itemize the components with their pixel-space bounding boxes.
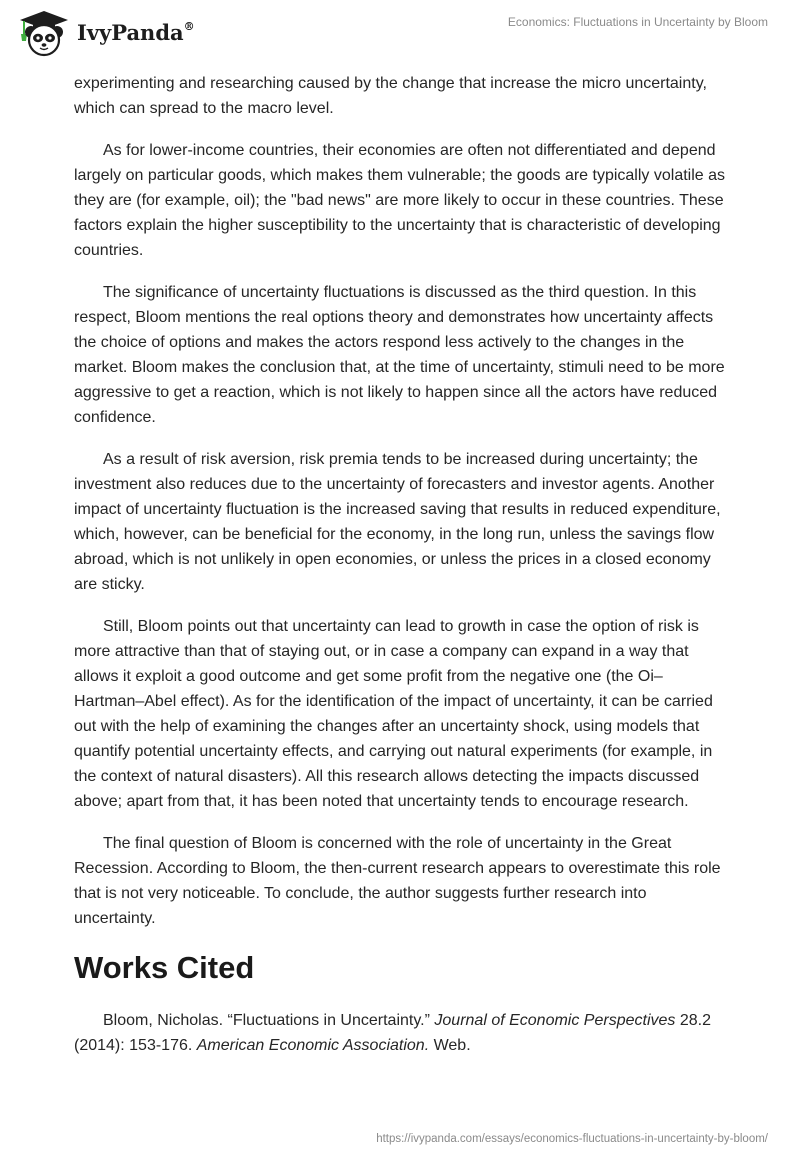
paragraph-lower-income: As for lower-income countries, their economies are often not differentiated and depend largely on particular goods, which makes them vulnerable; the goods are typically volatile as they are (for example, oil); the "bad news" are more likely to occur in these countries. These factors explain the higher susceptibility to the uncertainty that is characteristic of developing countries. <box>74 142 726 259</box>
paragraph-continued: experimenting and researching caused by the change that increase the micro uncertainty, which can spread to the macro level. <box>74 75 707 117</box>
citation-entry <box>74 1008 730 1058</box>
source-url[interactable]: https://ivypanda.com/essays/economics-fluctuations-in-uncertainty-by-bloom/ <box>376 1133 768 1145</box>
citation-volume-pages: 28.2 (2014): 153-176. <box>74 1012 711 1054</box>
essay-body <box>74 71 730 1075</box>
page-header <box>0 0 800 64</box>
citation-author-title: Bloom, Nicholas. “Fluctuations in Uncertainty.” <box>103 1012 435 1029</box>
works-cited-heading: Works Cited <box>74 950 255 985</box>
citation-publisher: American Economic Association. <box>196 1037 430 1054</box>
paragraph-growth: Still, Bloom points out that uncertainty can lead to growth in case the option of risk is more attractive than that of staying out, or in case a company can expand in a way that allows it exploit a good outcome and get some profit from the negative one (the Oi–Hartman–Abel effect). As for the identification of the impact of uncertainty, it can be carried out with the help of examining the changes after an uncertainty shock, using models that quantify potential uncertainty effects, and carrying out natural experiments (for example, in the context of natural disasters). All this research allows detecting the impacts discussed above; apart from that, it has been noted that uncertainty tends to encourage research. <box>74 618 713 810</box>
paragraph-great-recession: The final question of Bloom is concerned with the role of uncertainty in the Great Recession. According to Bloom, the then-current research appears to overestimate this role that is not very noticeable. To conclude, the author suggests further research into uncertainty. <box>74 835 721 927</box>
panda-graduate-icon <box>14 8 74 58</box>
brand-name: IvyPanda® <box>77 20 195 45</box>
citation-medium: Web. <box>429 1037 471 1054</box>
citation-journal: Journal of Economic Perspectives <box>434 1012 676 1029</box>
ivypanda-logo[interactable] <box>14 8 204 58</box>
paragraph-significance: The significance of uncertainty fluctuations is discussed as the third question. In this respect, Bloom mentions the real options theory and demonstrates how uncertainty affects the choice of options and makes the actors respond less actively to the changes in the market. Bloom makes the conclusion that, at the time of uncertainty, stimuli need to be more aggressive to get a reaction, which is not likely to happen since all the actors have reduced confidence. <box>74 284 725 426</box>
registered-mark: ® <box>183 20 195 33</box>
paragraph-risk-aversion: As a result of risk aversion, risk premia tends to be increased during uncertainty; the investment also reduces due to the uncertainty of forecasters and investor agents. Another impact of uncertainty fluctuation is the increased saving that results in reduced expenditure, which, however, can be beneficial for the economy, in the long run, unless the savings flow abroad, which is not unlikely in open economies, or unless the prices in a closed economy are sticky. <box>74 451 721 593</box>
document-title: Economics: Fluctuations in Uncertainty by Bloom <box>507 15 768 29</box>
